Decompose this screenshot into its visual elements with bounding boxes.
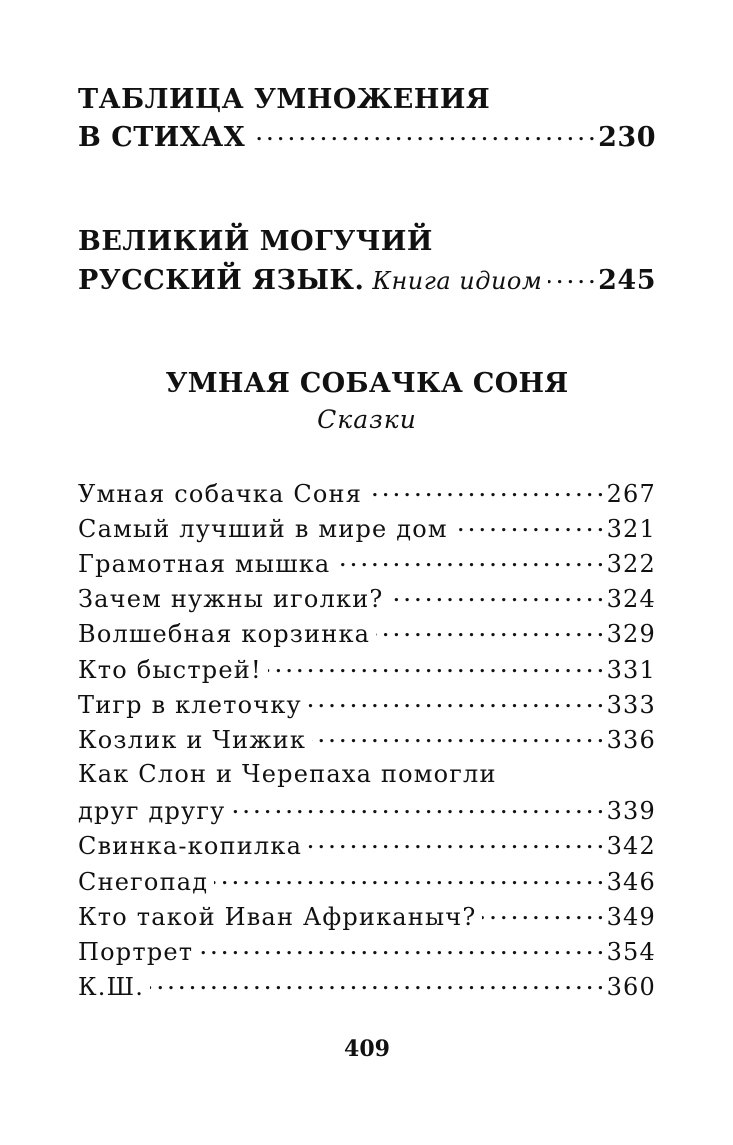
dot-leader <box>454 513 603 537</box>
heading-text: ТАБЛИЦА УМНОЖЕНИЯ <box>78 84 491 115</box>
entry-page-number: 339 <box>606 797 656 825</box>
toc-entry[interactable] <box>78 618 656 648</box>
entry-page-number: 324 <box>606 585 656 613</box>
entry-page-number: 354 <box>606 938 656 966</box>
section-subheading: Сказки <box>317 405 417 434</box>
dot-leader <box>548 262 594 289</box>
entry-title: Волшебная корзинка <box>78 620 371 648</box>
toc-entry[interactable] <box>78 654 656 684</box>
dot-leader <box>389 583 602 607</box>
toc-heading-russian-line1 <box>78 226 656 257</box>
toc-entry[interactable] <box>78 478 656 508</box>
toc-entry[interactable] <box>78 583 656 613</box>
entry-title: К.Ш. <box>78 973 145 1001</box>
toc-entry-continued[interactable] <box>78 760 656 788</box>
entry-page-number: 322 <box>606 550 656 578</box>
entry-title: друг другу <box>78 797 226 825</box>
dot-leader <box>312 724 603 748</box>
entry-title: Снегопад <box>78 868 209 896</box>
entry-title: В СТИХАХ <box>78 122 246 153</box>
toc-entry[interactable] <box>78 936 656 966</box>
dot-leader <box>482 901 602 925</box>
entry-page-number: 342 <box>606 832 656 860</box>
entry-page-number: 336 <box>606 726 656 754</box>
dot-leader <box>268 654 603 678</box>
toc-entry[interactable] <box>78 548 656 578</box>
toc-heading-multiplication-line1 <box>78 84 656 115</box>
entry-page-number: 333 <box>606 691 656 719</box>
dot-leader <box>214 866 602 890</box>
toc-entry[interactable] <box>78 901 656 931</box>
entry-title: Козлик и Чижик <box>78 726 307 754</box>
dot-leader <box>150 971 603 995</box>
entry-page-number: 245 <box>598 265 656 296</box>
dot-leader <box>199 936 602 960</box>
toc-entry[interactable] <box>78 830 656 860</box>
entry-title: Кто быстрей! <box>78 656 262 684</box>
dot-leader <box>231 795 602 819</box>
entry-page-number: 331 <box>606 656 656 684</box>
dot-leader <box>308 830 602 854</box>
entry-title: РУССКИЙ ЯЗЫК. <box>78 265 365 296</box>
entry-title: Свинка-копилка <box>78 832 303 860</box>
toc-entry[interactable] <box>78 795 656 825</box>
entry-title: Умная собачка Соня <box>78 480 363 508</box>
dot-leader <box>251 119 594 146</box>
entry-title: Кто такой Иван Африканыч? <box>78 903 477 931</box>
entry-title: Самый лучший в мире дом <box>78 515 448 543</box>
heading-text: ВЕЛИКИЙ МОГУЧИЙ <box>78 226 433 257</box>
dot-leader <box>376 618 602 642</box>
toc-entry[interactable] <box>78 689 656 719</box>
entry-title: Зачем нужны иголки? <box>78 585 384 613</box>
section-heading: УМНАЯ СОБАЧКА СОНЯ <box>165 368 569 399</box>
entry-subtitle: Книга идиом <box>372 267 543 295</box>
entry-page-number: 360 <box>606 973 656 1001</box>
toc-entry-russian[interactable] <box>78 262 656 296</box>
entry-title: Грамотная мышка <box>78 550 331 578</box>
toc-entry[interactable] <box>78 724 656 754</box>
entry-title: Как Слон и Черепаха помогли <box>78 760 497 788</box>
dot-leader <box>336 548 602 572</box>
entry-page-number: 321 <box>606 515 656 543</box>
toc-entry-multiplication[interactable] <box>78 119 656 153</box>
entry-page-number: 329 <box>606 620 656 648</box>
entry-page-number: 346 <box>606 868 656 896</box>
toc-entry[interactable] <box>78 513 656 543</box>
entry-title: Тигр в клеточку <box>78 691 302 719</box>
entry-page-number: 267 <box>606 480 656 508</box>
dot-leader <box>368 478 602 502</box>
toc-page <box>78 0 656 1145</box>
entry-page-number: 230 <box>598 122 656 153</box>
toc-entry[interactable] <box>78 971 656 1001</box>
dot-leader <box>308 689 603 713</box>
entry-page-number: 349 <box>606 903 656 931</box>
page-number: 409 <box>344 1036 390 1062</box>
entry-title: Портрет <box>78 938 194 966</box>
toc-entry[interactable] <box>78 866 656 896</box>
